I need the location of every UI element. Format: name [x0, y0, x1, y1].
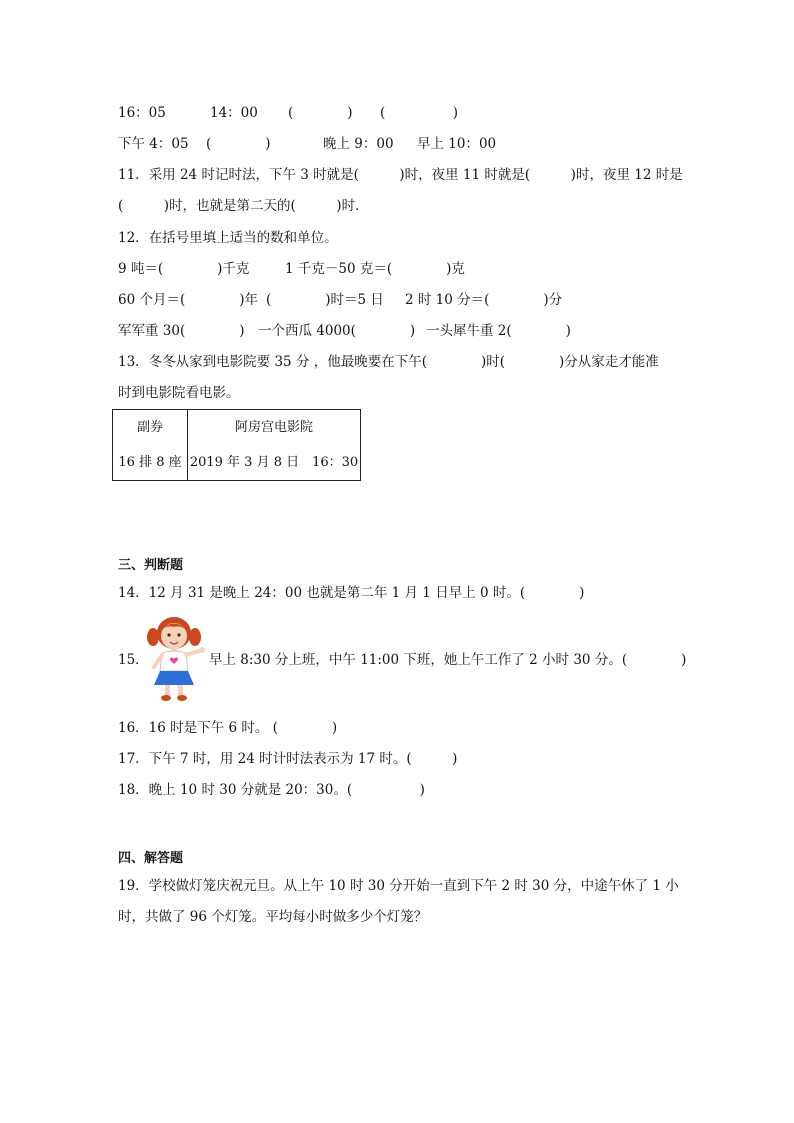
- q12-item-7: 一个西瓜 4000( ): [258, 323, 416, 339]
- q12-title: 12．在括号里填上适当的数和单位。: [118, 230, 338, 246]
- q11-line-2: ( )时，也就是第二天的( )时．: [118, 198, 369, 214]
- q12-item-1: 9 吨＝( )千克: [118, 261, 250, 277]
- q10-time-2: 14：00: [210, 105, 258, 121]
- ticket-stub-label: 副券: [113, 410, 188, 446]
- q15-text: 早上 8:30 分上班，中午 11:00 下班，她上午工作了 2 小时 30 分。( ): [209, 652, 687, 668]
- section-3-heading: 三、判断题: [118, 558, 184, 573]
- q17-text: 17．下午 7 时，用 24 时计时法表示为 17 时。( ): [118, 751, 458, 767]
- girl-illustration-icon: [147, 615, 207, 703]
- q19-line-2: 时，共做了 96 个灯笼。平均每小时做多少个灯笼？: [118, 909, 428, 925]
- q10-time-5: 早上 10：00: [417, 136, 497, 152]
- q10-blank-2[interactable]: ( ): [380, 105, 459, 121]
- q18-text: 18．晚上 10 时 30 分就是 20：30。( ): [118, 782, 425, 798]
- movie-ticket: [112, 409, 361, 481]
- q10-blank-1[interactable]: ( ): [288, 105, 353, 121]
- q13-line-1: 13．冬冬从家到电影院要 35 分 ，他最晚要在下午( )时( )分从家走才能准: [118, 354, 659, 370]
- q12-item-3: 60 个月＝( )年: [118, 292, 259, 308]
- q15-number: 15．: [118, 652, 149, 668]
- q11-line-1: 11．采用 24 时记时法，下午 3 时就是( )时，夜里 11 时就是( )时，夜里 12 时是: [118, 167, 683, 183]
- q12-item-8: 一头犀牛重 2( ): [426, 323, 571, 339]
- q13-line-2: 时到电影院看电影。: [118, 385, 240, 401]
- q10-blank-3[interactable]: ( ): [206, 136, 271, 152]
- q12-item-6: 军军重 30( ): [118, 323, 245, 339]
- ticket-seat: 16 排 8 座: [113, 445, 188, 481]
- q10-time-1: 16：05: [118, 105, 166, 121]
- q19-line-1: 19．学校做灯笼庆祝元旦。从上午 10 时 30 分开始一直到下午 2 时 30 分，中途午休了 1 小: [118, 878, 679, 894]
- q16-text: 16．16 时是下午 6 时。 ( ): [118, 720, 338, 736]
- q10-time-3: 下午 4：05: [118, 136, 189, 152]
- q14-text: 14．12 月 31 是晚上 24：00 也就是第二年 1 月 1 日早上 0 时。( ): [118, 585, 585, 601]
- ticket-datetime: 2019 年 3 月 8 日 16：30: [188, 445, 361, 481]
- q10-time-4: 晚上 9：00: [323, 136, 394, 152]
- q12-item-2: 1 千克－50 克＝( )克: [285, 261, 465, 277]
- ticket-cinema-name: 阿房宫电影院: [188, 410, 361, 446]
- q12-item-5: 2 时 10 分＝( )分: [405, 292, 563, 308]
- section-4-heading: 四、解答题: [118, 851, 184, 866]
- q12-item-4: ( )时＝5 日: [266, 292, 384, 308]
